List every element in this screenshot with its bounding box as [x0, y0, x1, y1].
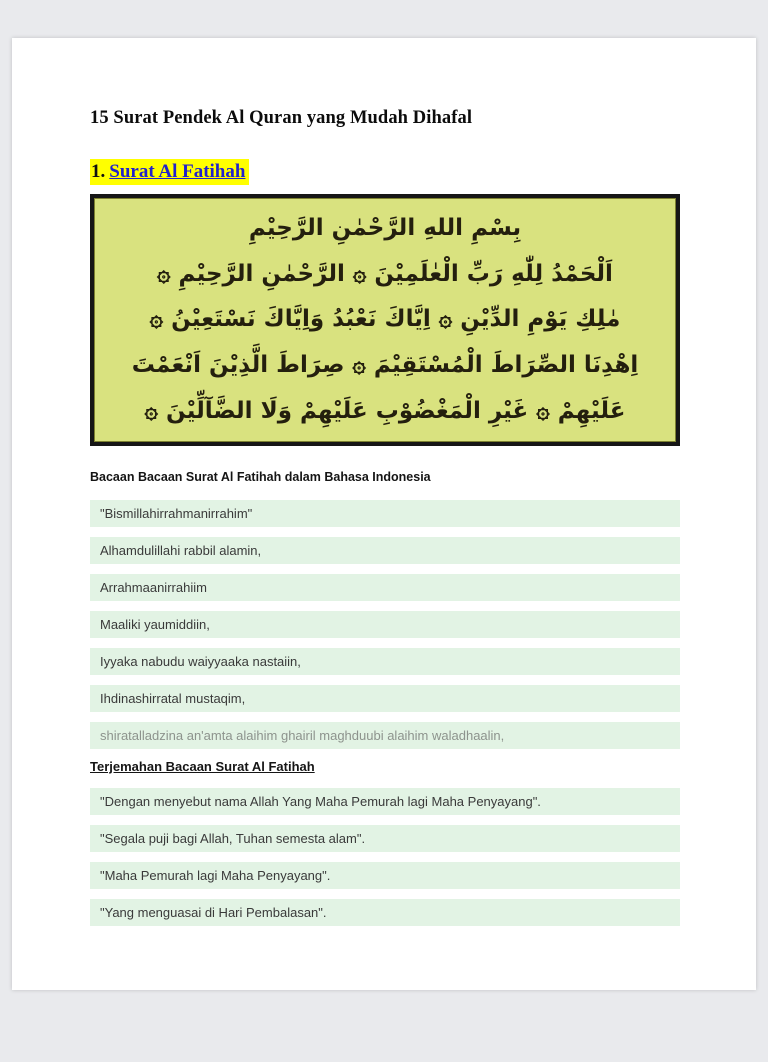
bacaan-line: Alhamdulillahi rabbil alamin,	[90, 537, 680, 564]
arabic-verse-line: مٰلِكِ يَوْمِ الدِّيْنِ ۞ اِيَّاكَ نَعْبُدُ وَاِيَّاكَ نَسْتَعِيْنُ ۞	[149, 306, 621, 333]
arabic-verse-line: اَلْحَمْدُ لِلّٰهِ رَبِّ الْعٰلَمِيْنَ ۞ الرَّحْمٰنِ الرَّحِيْمِ ۞	[157, 260, 613, 287]
bacaan-line: Arrahmaanirrahiim	[90, 574, 680, 601]
section-1-heading	[90, 159, 680, 185]
terjemahan-heading: Terjemahan Bacaan Surat Al Fatihah	[90, 759, 315, 774]
bacaan-line: Ihdinashirratal mustaqim,	[90, 685, 680, 712]
section-title-link[interactable]: Surat Al Fatihah	[109, 161, 246, 182]
arabic-calligraphy-image	[90, 194, 680, 446]
yellow-highlight	[90, 159, 249, 185]
arabic-verse-line: بِسْمِ اللهِ الرَّحْمٰنِ الرَّحِيْمِ	[248, 215, 522, 242]
section-number: 1.	[91, 161, 106, 182]
bacaan-heading: Bacaan Bacaan Surat Al Fatihah dalam Bahasa Indonesia	[90, 470, 431, 484]
bacaan-line: "Bismillahirrahmanirrahim"	[90, 500, 680, 527]
terjemahan-line: "Dengan menyebut nama Allah Yang Maha Pemurah lagi Maha Penyayang".	[90, 788, 680, 815]
arabic-verse-line: عَلَيْهِمْ ۞ غَيْرِ الْمَغْضُوْبِ عَلَيْهِمْ وَلَا الضَّآلِّيْنَ ۞	[144, 397, 626, 424]
terjemahan-line: "Maha Pemurah lagi Maha Penyayang".	[90, 862, 680, 889]
page-title: 15 Surat Pendek Al Quran yang Mudah Dihafal	[90, 108, 473, 128]
terjemahan-line: "Yang menguasai di Hari Pembalasan".	[90, 899, 680, 926]
bacaan-line: shiratalladzina an'amta alaihim ghairil maghduubi alaihim waladhaalin,	[90, 722, 680, 749]
terjemahan-line: "Segala puji bagi Allah, Tuhan semesta alam".	[90, 825, 680, 852]
arabic-verse-line: اِهْدِنَا الصِّرَاطَ الْمُسْتَقِيْمَ ۞ صِرَاطَ الَّذِيْنَ اَنْعَمْتَ	[131, 351, 639, 378]
document-page	[12, 38, 756, 990]
bacaan-line: Maaliki yaumiddiin,	[90, 611, 680, 638]
bacaan-line: Iyyaka nabudu waiyyaaka nastaiin,	[90, 648, 680, 675]
